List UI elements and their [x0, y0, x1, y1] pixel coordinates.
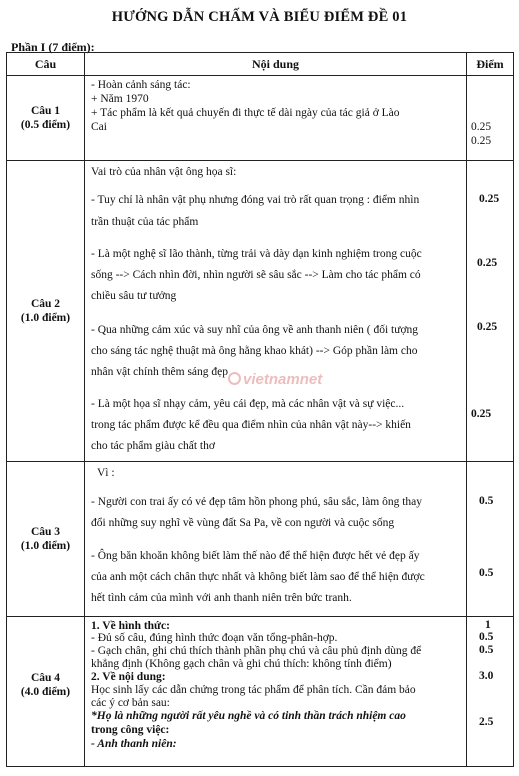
question-label: Câu 4 — [30, 672, 61, 684]
content-line: + Tác phẩm là kết quả chuyến đi thực tế dài ngày của tác giả ở Lào — [91, 107, 400, 119]
score-value: 3.0 — [479, 670, 494, 682]
table-row-q4 — [7, 617, 514, 767]
header-score: Điểm — [467, 53, 514, 76]
question-points: (1.0 điểm) — [20, 312, 71, 324]
score-value: 0.5 — [479, 644, 494, 656]
score-value: 0.5 — [479, 567, 494, 579]
score-cell — [467, 617, 514, 767]
question-label: Câu 1 — [30, 105, 61, 117]
question-cell — [7, 161, 85, 462]
watermark-text: vietnamnet — [243, 371, 323, 388]
content-line: - Anh thanh niên: — [91, 738, 177, 750]
content-line: trong công việc: — [91, 724, 170, 736]
score-value: 1 — [485, 619, 491, 631]
content-line: cho sáng tác nghệ thuật mà ông hằng khao khát) --> Góp phần làm cho — [91, 345, 418, 357]
question-label: Câu 3 — [30, 526, 61, 538]
content-cell — [85, 76, 467, 161]
content-line: chiều sâu tư tưởng — [91, 290, 177, 302]
content-line: sống --> Cách nhìn đời, nhìn người sẽ sâu sắc --> Làm cho tác phẩm có — [91, 269, 421, 281]
content-line: cho tác phẩm giàu chất thơ — [91, 440, 215, 452]
content-intro: Vì : — [97, 467, 115, 479]
question-points: (1.0 điểm) — [20, 540, 71, 552]
table-row-q2 — [7, 161, 514, 462]
content-line: nhân vật chính thêm sáng đẹp — [91, 366, 229, 378]
watermark-logo — [228, 371, 322, 388]
score-value: 0.25 — [471, 135, 492, 147]
content-cell — [85, 462, 467, 617]
table-header-row — [7, 53, 514, 76]
content-line: Cai — [91, 121, 107, 133]
question-points: (0.5 điểm) — [20, 119, 71, 131]
content-cell — [85, 161, 467, 462]
score-cell — [467, 76, 514, 161]
score-value: 0.25 — [477, 257, 498, 269]
content-line: - Đủ số câu, đúng hình thức đoạn văn tổng-phân-hợp. — [91, 632, 338, 644]
content-line: các ý cơ bản sau: — [91, 697, 170, 709]
score-cell — [467, 462, 514, 617]
content-line: - Tuy chỉ là nhân vật phụ nhưng đóng vai trò rất quan trọng : điểm nhìn — [91, 194, 420, 206]
content-line: khẳng định (Không gạch chân và ghi chú thích: không tính điểm) — [91, 658, 392, 670]
content-heading: 2. Về nội dung: — [91, 671, 166, 683]
score-value: 0.25 — [471, 121, 492, 133]
content-line: - Qua những cảm xúc và suy nhĩ của ông về anh thanh niên ( đối tượng — [91, 324, 419, 336]
content-intro: Vai trò của nhân vật ông họa sĩ: — [91, 166, 237, 178]
question-cell — [7, 462, 85, 617]
content-cell — [85, 617, 467, 767]
content-line: *Họ là những người rất yêu nghề và có tinh thần trách nhiệm cao — [91, 710, 406, 722]
score-value: 0.5 — [479, 495, 494, 507]
score-value: 2.5 — [479, 716, 494, 728]
content-heading: 1. Về hình thức: — [91, 620, 170, 632]
question-cell — [7, 76, 85, 161]
content-line: - Gạch chân, ghi chú thích thành phần phụ chú và câu phủ định dùng để — [91, 645, 422, 657]
content-line: của anh một cách chân thực nhất và không biết làm sao để thể hiện được — [91, 571, 425, 583]
question-label: Câu 2 — [30, 298, 61, 310]
score-value: 0.25 — [479, 193, 500, 205]
content-line: trần thuật của tác phẩm — [91, 216, 199, 228]
header-question: Câu — [7, 53, 85, 76]
content-line: - Là một họa sĩ nhạy cảm, yêu cái đẹp, mà các nhân vật và sự việc... — [91, 398, 405, 410]
score-value: 0.25 — [477, 321, 498, 333]
part-heading: Phần I (7 điểm): — [11, 40, 95, 54]
content-line: - Hoàn cảnh sáng tác: — [91, 79, 191, 91]
question-points: (4.0 điểm) — [20, 686, 71, 698]
score-cell — [467, 161, 514, 462]
header-content: Nội dung — [85, 53, 467, 76]
grading-table — [6, 52, 514, 767]
content-line: Học sinh lấy các dẫn chứng trong tác phẩm để phân tích. Cần đảm bảo — [91, 684, 416, 696]
content-line: đổi những suy nghĩ về vùng đất Sa Pa, về con người và cuộc sống — [91, 517, 395, 529]
content-line: + Năm 1970 — [91, 93, 149, 105]
watermark-circle-icon — [228, 372, 241, 385]
content-line: - Người con trai ấy có vẻ đẹp tâm hồn phong phú, sâu sắc, làm ông thay — [91, 496, 423, 508]
content-line: trong tác phẩm được kể đều qua điểm nhìn của nhân vật này--> khiến — [91, 419, 411, 431]
score-value: 0.25 — [471, 408, 492, 420]
score-value: 0.5 — [479, 631, 494, 643]
page-title: HƯỚNG DẪN CHẤM VÀ BIỂU ĐIỂM ĐỀ 01 — [111, 9, 408, 25]
content-line: hết tình cảm của mình với anh thanh niên trên bức tranh. — [91, 592, 352, 604]
table-row-q1 — [7, 76, 514, 161]
question-cell — [7, 617, 85, 767]
table-row-q3 — [7, 462, 514, 617]
content-line: - Là một nghệ sĩ lão thành, từng trải và dày dạn kinh nghiệm trong cuộc — [91, 248, 422, 260]
content-line: - Ông băn khoăn không biết làm thế nào để thể hiện được hết vẻ đẹp ấy — [91, 550, 420, 562]
